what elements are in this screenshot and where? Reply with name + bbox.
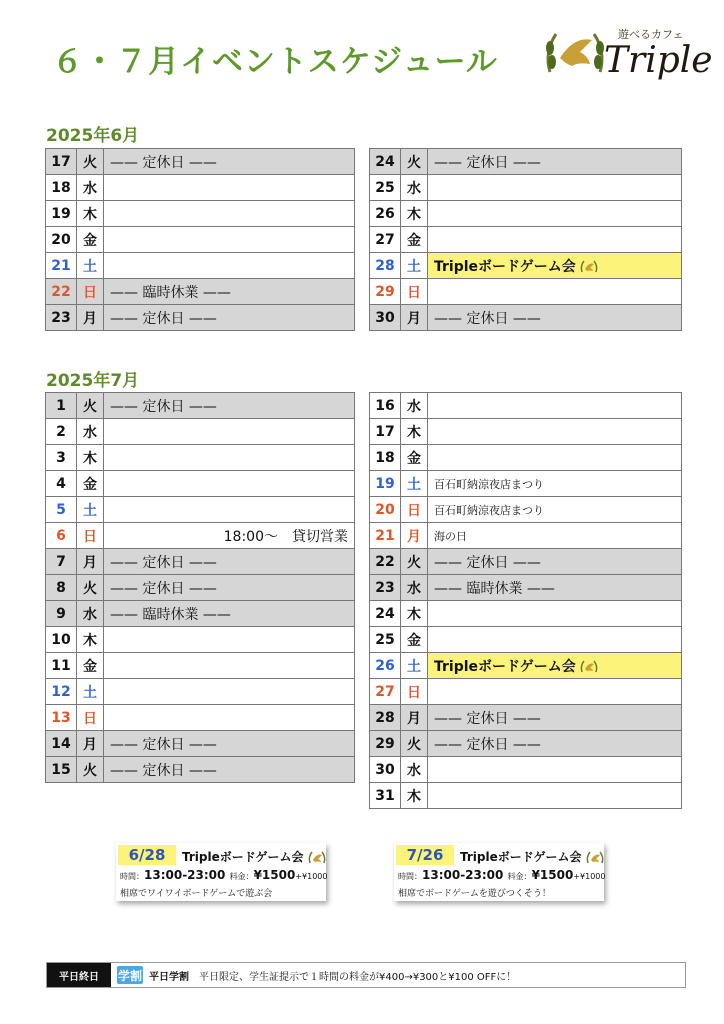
calendar-row <box>370 627 682 653</box>
event-card-title: Tripleボードゲーム会 <box>182 848 327 866</box>
day-number: 17 <box>46 149 77 175</box>
july-heading: 2025年7月 <box>46 371 140 391</box>
june-heading: 2025年6月 <box>46 126 140 146</box>
day-number: 7 <box>46 549 77 575</box>
day-note: —— 定休日 —— <box>104 393 355 419</box>
day-note: —— 定休日 —— <box>104 149 355 175</box>
footer-tag: 平日終日 <box>47 963 111 987</box>
day-number: 5 <box>46 497 77 523</box>
weekday: 火 <box>77 757 104 783</box>
calendar-row <box>370 253 682 279</box>
day-note: —— 定休日 —— <box>428 305 682 331</box>
event-card-time: 時間：13:00-23:00 料金：¥1500+¥1000 <box>120 868 328 882</box>
calendar-row <box>46 445 355 471</box>
day-number: 25 <box>370 175 401 201</box>
day-number: 15 <box>46 757 77 783</box>
weekday: 月 <box>401 705 428 731</box>
day-number: 25 <box>370 627 401 653</box>
calendar-row <box>370 783 682 809</box>
calendar-row <box>46 575 355 601</box>
weekday: 土 <box>401 653 428 679</box>
day-note <box>104 227 355 253</box>
calendar-row <box>46 705 355 731</box>
day-number: 18 <box>46 175 77 201</box>
day-number: 29 <box>370 731 401 757</box>
day-number: 22 <box>370 549 401 575</box>
day-number: 17 <box>370 419 401 445</box>
day-note <box>104 445 355 471</box>
weekday: 火 <box>77 575 104 601</box>
weekday: 日 <box>77 523 104 549</box>
calendar-row <box>370 497 682 523</box>
laurel-dove-icon <box>540 22 610 92</box>
weekday: 土 <box>77 679 104 705</box>
weekday: 木 <box>77 627 104 653</box>
day-number: 22 <box>46 279 77 305</box>
day-note <box>428 601 682 627</box>
day-number: 9 <box>46 601 77 627</box>
calendar-row <box>46 175 355 201</box>
weekday: 月 <box>401 305 428 331</box>
day-note <box>104 679 355 705</box>
weekday: 金 <box>401 227 428 253</box>
event-card-date: 7/26 <box>396 845 454 865</box>
laurel-icon <box>579 659 599 675</box>
day-note <box>104 627 355 653</box>
weekday: 金 <box>401 445 428 471</box>
calendar-row <box>370 731 682 757</box>
cafe-logo <box>540 22 713 94</box>
weekday: 火 <box>77 393 104 419</box>
weekday: 水 <box>77 601 104 627</box>
footer-text: 平日限定、学生証提示で１時間の料金が¥400→¥300と¥100 OFFに！ <box>199 971 517 983</box>
weekday: 木 <box>77 445 104 471</box>
calendar-row <box>370 445 682 471</box>
june-table-left <box>45 148 355 331</box>
day-number: 26 <box>370 201 401 227</box>
calendar-row <box>46 419 355 445</box>
calendar-row <box>46 757 355 783</box>
day-number: 24 <box>370 601 401 627</box>
day-note <box>104 471 355 497</box>
day-number: 8 <box>46 575 77 601</box>
calendar-row <box>370 149 682 175</box>
july-table-right <box>369 392 682 809</box>
day-note <box>104 653 355 679</box>
weekday: 火 <box>401 149 428 175</box>
weekday: 木 <box>401 201 428 227</box>
day-note <box>428 201 682 227</box>
day-number: 13 <box>46 705 77 731</box>
weekday: 月 <box>77 305 104 331</box>
day-number: 11 <box>46 653 77 679</box>
weekday: 金 <box>401 627 428 653</box>
calendar-row <box>46 149 355 175</box>
day-note <box>104 705 355 731</box>
weekday: 火 <box>401 731 428 757</box>
day-number: 27 <box>370 679 401 705</box>
weekday: 月 <box>77 731 104 757</box>
day-note <box>104 419 355 445</box>
day-number: 20 <box>370 497 401 523</box>
calendar-row <box>370 175 682 201</box>
weekday: 金 <box>77 471 104 497</box>
weekday: 木 <box>77 201 104 227</box>
calendar-row <box>46 201 355 227</box>
event-card-time: 時間：13:00-23:00 料金：¥1500+¥1000 <box>398 868 606 882</box>
weekday: 土 <box>77 497 104 523</box>
day-number: 4 <box>46 471 77 497</box>
event-card-description: 相席でワイワイボードゲームで遊ぶ会 <box>120 889 273 899</box>
logo-name: Triple <box>604 40 713 81</box>
weekday: 水 <box>401 757 428 783</box>
day-number: 28 <box>370 253 401 279</box>
weekday: 水 <box>77 175 104 201</box>
calendar-row <box>370 601 682 627</box>
day-note: —— 定休日 —— <box>428 705 682 731</box>
day-note <box>428 783 682 809</box>
calendar-row <box>46 497 355 523</box>
day-note <box>428 393 682 419</box>
weekday: 土 <box>401 471 428 497</box>
day-number: 14 <box>46 731 77 757</box>
day-number: 18 <box>370 445 401 471</box>
day-number: 24 <box>370 149 401 175</box>
calendar-row <box>370 705 682 731</box>
weekday: 月 <box>77 549 104 575</box>
day-note: 海の日 <box>428 523 682 549</box>
weekday: 土 <box>77 253 104 279</box>
day-note <box>104 497 355 523</box>
calendar-row <box>370 523 682 549</box>
day-number: 28 <box>370 705 401 731</box>
calendar-row <box>370 393 682 419</box>
day-number: 21 <box>370 523 401 549</box>
day-note: —— 定休日 —— <box>104 731 355 757</box>
weekday: 木 <box>401 419 428 445</box>
day-number: 1 <box>46 393 77 419</box>
day-note: 18:00〜 貸切営業 <box>104 523 355 549</box>
weekday: 水 <box>401 575 428 601</box>
event-card <box>394 843 604 901</box>
calendar-row <box>46 653 355 679</box>
day-number: 20 <box>46 227 77 253</box>
calendar-row <box>46 253 355 279</box>
day-note <box>104 175 355 201</box>
weekday: 金 <box>77 227 104 253</box>
calendar-row <box>370 471 682 497</box>
day-note: —— 定休日 —— <box>428 731 682 757</box>
event-card-title: Tripleボードゲーム会 <box>460 848 605 866</box>
day-number: 30 <box>370 757 401 783</box>
calendar-row <box>46 393 355 419</box>
day-note <box>104 201 355 227</box>
day-number: 19 <box>370 471 401 497</box>
weekday: 木 <box>401 783 428 809</box>
day-number: 21 <box>46 253 77 279</box>
laurel-icon <box>585 850 605 866</box>
calendar-row <box>46 549 355 575</box>
day-number: 23 <box>370 575 401 601</box>
day-note <box>428 227 682 253</box>
weekday: 水 <box>77 419 104 445</box>
day-note <box>428 175 682 201</box>
day-number: 2 <box>46 419 77 445</box>
footer-label: 平日学割 <box>149 971 189 983</box>
calendar-row <box>370 279 682 305</box>
day-number: 16 <box>370 393 401 419</box>
event-card <box>116 843 326 901</box>
weekday: 日 <box>401 497 428 523</box>
calendar-row <box>46 227 355 253</box>
logo-subtitle: 遊べるカフェ <box>618 28 684 41</box>
june-table-right <box>369 148 682 331</box>
day-note: —— 臨時休業 —— <box>104 279 355 305</box>
day-note: —— 定休日 —— <box>104 305 355 331</box>
day-number: 19 <box>46 201 77 227</box>
july-table-left <box>45 392 355 783</box>
laurel-icon <box>307 850 327 866</box>
weekday: 水 <box>401 175 428 201</box>
weekday: 木 <box>401 601 428 627</box>
weekday: 日 <box>77 279 104 305</box>
day-note: 百石町納涼夜店まつり <box>428 471 682 497</box>
weekday: 火 <box>77 149 104 175</box>
calendar-row <box>370 653 682 679</box>
weekday: 火 <box>401 549 428 575</box>
day-number: 29 <box>370 279 401 305</box>
day-note: Tripleボードゲーム会 <box>428 653 682 679</box>
calendar-row <box>46 627 355 653</box>
calendar-row <box>370 201 682 227</box>
calendar-row <box>46 305 355 331</box>
day-note: Tripleボードゲーム会 <box>428 253 682 279</box>
footer-banner <box>46 962 686 988</box>
calendar-row <box>46 679 355 705</box>
calendar-row <box>46 523 355 549</box>
calendar-row <box>370 549 682 575</box>
event-card-description: 相席でボードゲームを遊びつくそう！ <box>398 889 551 899</box>
day-note: —— 定休日 —— <box>428 149 682 175</box>
weekday: 日 <box>401 679 428 705</box>
day-note: 百石町納涼夜店まつり <box>428 497 682 523</box>
day-note <box>428 419 682 445</box>
day-note: —— 臨時休業 —— <box>428 575 682 601</box>
calendar-row <box>46 731 355 757</box>
student-discount-badge: 学割 <box>117 966 143 984</box>
weekday: 日 <box>77 705 104 731</box>
day-note <box>428 627 682 653</box>
day-note: —— 定休日 —— <box>428 549 682 575</box>
day-number: 31 <box>370 783 401 809</box>
day-number: 23 <box>46 305 77 331</box>
calendar-row <box>46 279 355 305</box>
day-number: 27 <box>370 227 401 253</box>
calendar-row <box>370 757 682 783</box>
day-number: 30 <box>370 305 401 331</box>
day-note <box>428 679 682 705</box>
day-number: 12 <box>46 679 77 705</box>
day-number: 6 <box>46 523 77 549</box>
day-number: 3 <box>46 445 77 471</box>
day-note: —— 定休日 —— <box>104 549 355 575</box>
day-note <box>428 757 682 783</box>
day-number: 10 <box>46 627 77 653</box>
day-note: —— 定休日 —— <box>104 575 355 601</box>
day-note: —— 臨時休業 —— <box>104 601 355 627</box>
day-note <box>104 253 355 279</box>
calendar-row <box>370 575 682 601</box>
calendar-row <box>370 227 682 253</box>
calendar-row <box>370 679 682 705</box>
weekday: 土 <box>401 253 428 279</box>
event-card-date: 6/28 <box>118 845 176 865</box>
day-note <box>428 445 682 471</box>
page-title: ６・７月イベントスケジュール <box>52 44 498 80</box>
calendar-row <box>46 471 355 497</box>
weekday: 日 <box>401 279 428 305</box>
calendar-row <box>370 305 682 331</box>
calendar-row <box>46 601 355 627</box>
weekday: 月 <box>401 523 428 549</box>
calendar-row <box>370 419 682 445</box>
day-note: —— 定休日 —— <box>104 757 355 783</box>
laurel-icon <box>579 259 599 275</box>
day-number: 26 <box>370 653 401 679</box>
day-note <box>428 279 682 305</box>
weekday: 金 <box>77 653 104 679</box>
weekday: 水 <box>401 393 428 419</box>
